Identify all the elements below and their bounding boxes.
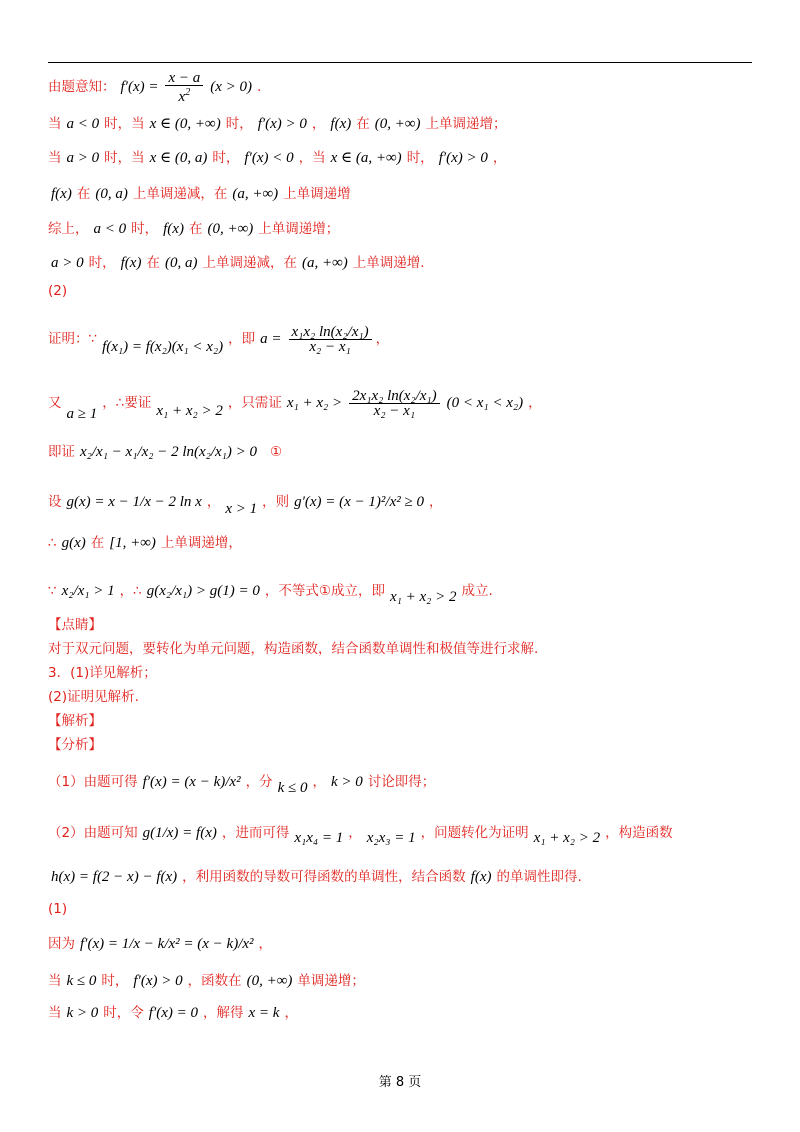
header-rule (48, 62, 752, 63)
line-26: 当 k > 0 时，令 f′(x) = 0 ，解得 x = k ， (48, 1005, 298, 1021)
line-3: 当 a > 0 时，当 x ∈ (0, a) 时， f′(x) < 0 ，当 x ∈ (a, +∞) 时， f′(x) > 0 ， (48, 150, 507, 166)
line-10: 即证 x₂/x₁ − x₁/x₂ − 2 ln(x₂/x₁) > 0 ① (48, 444, 283, 460)
line-20: （1）由题可得 f′(x) = (x − k)/x² ，分 k ≤ 0 ， k > 0 讨论即得； (48, 774, 436, 796)
line-23: (1) (48, 901, 68, 917)
line-6: a > 0 时， f(x) 在 (0, a) 上单调递减，在 (a, +∞) 上单调递增. (51, 255, 425, 271)
line-2: 当 a < 0 时，当 x ∈ (0, +∞) 时， f′(x) > 0 ， f(x) 在 (0, +∞) 上单调递增； (48, 116, 507, 132)
line-18: 【解析】 (48, 713, 102, 729)
page-number: 第 8 页 (378, 1075, 422, 1090)
line-5: 综上， a < 0 时， f(x) 在 (0, +∞) 上单调递增； (48, 221, 340, 237)
line-21: （2）由题可知 g(1/x) = f(x) ，进而可得 x₁x₄ = 1 ， x₂x₃ = 1 ，问题转化为证明 x₁ + x₂ > 2 ，构造函数 (48, 825, 673, 846)
line-11: 设 g(x) = x − 1/x − 2 ln x ， x > 1 ，则 g′(x) = (x − 1)²/x² ≥ 0 ， (48, 494, 443, 517)
line-17: (2)证明见解析. (48, 689, 139, 705)
line-9: 又 a ≥ 1 ，∴要证 x₁ + x₂ > 2 ，只需证 x₁ + x₂ > $\frac{\text{2x₁x₂ ln(x₂/x₁)}}{\text{x₂ − x₁}}$ (0 < x₁ < x₂) ， (48, 387, 542, 422)
line-13: ∵ x₂/x₁ > 1 ，∴ g(x₂/x₁) > g(1) = 0 ，不等式①成立，即 x₁ + x₂ > 2 成立. (48, 583, 493, 605)
document-page (48, 66, 752, 1023)
math-derivative: f′(x) = (120, 79, 159, 95)
line-8: 证明：∵ f(x₁) = f(x₂)(x₁ < x₂) ，即 a = $\frac{\text{x₁x₂ ln(x₂/x₁)}}{\text{x₂ − x₁}}$ ， (48, 323, 390, 355)
line-7: (2) (48, 283, 68, 299)
line-15: 对于双元问题，要转化为单元问题，构造函数，结合函数单调性和极值等进行求解. (48, 641, 539, 657)
line-1: 由题意知： f′(x) = $\frac{x - a}{x^2}$ (x > 0) . (48, 69, 262, 105)
line-14: 【点睛】 (48, 617, 102, 633)
line-22: h(x) = f(2 − x) − f(x) ，利用函数的导数可得函数的单调性，结合函数 f(x) 的单调性即得. (51, 869, 582, 885)
line-25: 当 k ≤ 0 时， f′(x) > 0 ，函数在 (0, +∞) 单调递增； (48, 973, 365, 989)
line-4: f(x) 在 (0, a) 上单调递减，在 (a, +∞) 上单调递增 (51, 186, 351, 202)
line-16: 3．(1)详见解析； (48, 665, 157, 681)
line-12: ∴ g(x) 在 [1, +∞) 上单调递增， (48, 535, 242, 551)
line-19: 【分析】 (48, 737, 102, 753)
line-24: 因为 f′(x) = 1/x − k/x² = (x − k)/x² ， (48, 936, 273, 952)
